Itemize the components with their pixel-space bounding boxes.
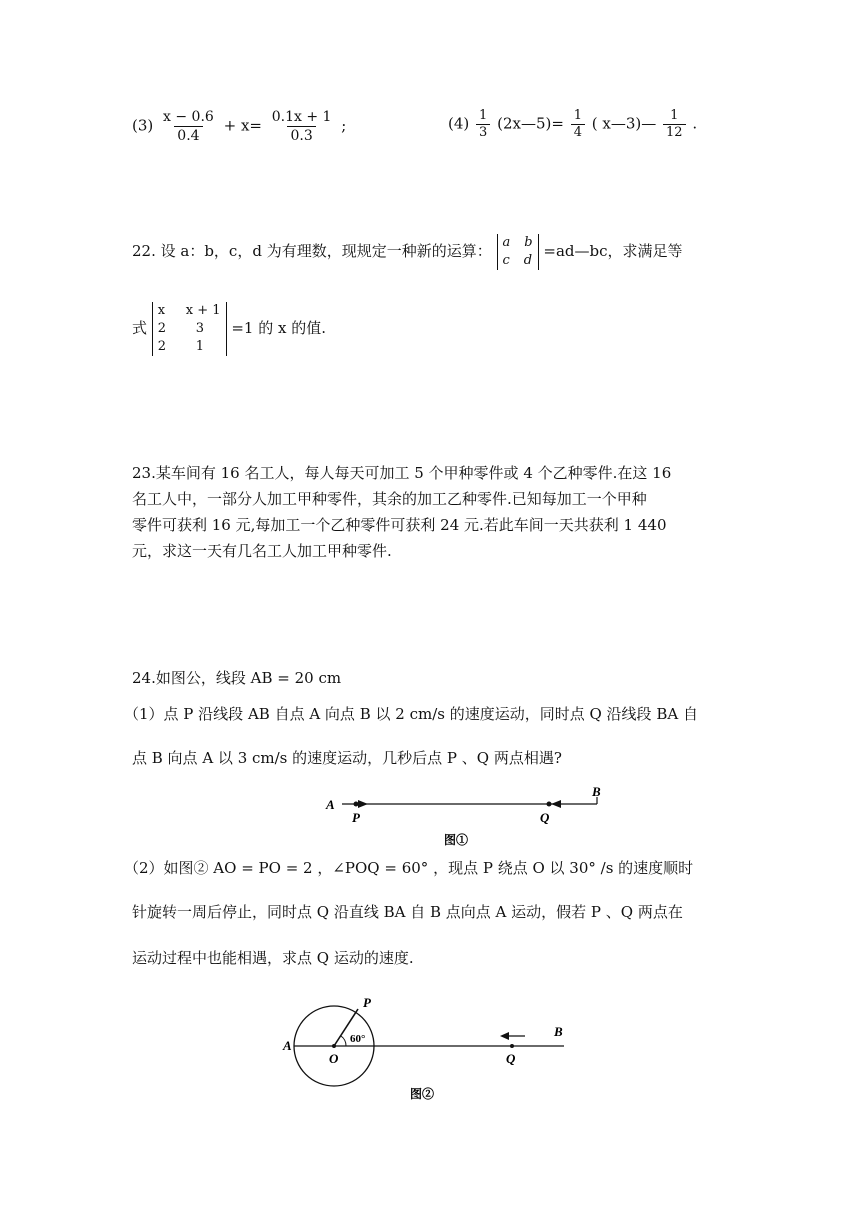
arrow-left-icon [500, 1032, 509, 1040]
figure-caption: 图② [410, 1087, 435, 1101]
label-a: A [326, 797, 335, 812]
label-b: B [554, 1024, 563, 1039]
fraction: $\frac{x - 0.6}{0.4}$ [163, 109, 214, 144]
q22-line2: 式 x x + 1 2 3 2 1 =1 的 x 的值. [132, 303, 326, 354]
point-p [354, 802, 359, 807]
fraction: $\frac{1}{4}$ [571, 108, 585, 141]
q24-part2-line1: （2）如图② AO = PO = 2 ，∠POQ = 60° ，现点 P 绕点 O 以 30° /s 的速度顺时 [124, 859, 694, 877]
figure-1 [320, 782, 610, 852]
point-q [510, 1044, 514, 1048]
point-o [332, 1044, 336, 1048]
arrow-left-icon [551, 800, 561, 808]
q21-part3: (3) $\frac{x - 0.6}{0.4}$ + x= $\frac{0.1x + 1}{0.3}$ ; [132, 109, 347, 144]
q24-part1-line2: 点 B 向点 A 以 3 cm/s 的速度运动，几秒后点 P 、Q 两点相遇? [132, 749, 562, 767]
label-o: O [329, 1051, 339, 1066]
fraction: $\frac{0.1x + 1}{0.3}$ [271, 109, 332, 144]
fraction: $\frac{1}{3}$ [476, 108, 490, 141]
q24-part2-line3: 运动过程中也能相遇，求点 Q 运动的速度. [132, 949, 414, 967]
label-q: Q [540, 810, 550, 825]
part-label: (3) [132, 116, 154, 135]
figure-caption: 图① [444, 833, 469, 847]
matrix-expression: x x + 1 2 3 2 1 [152, 302, 227, 356]
fraction: $\frac{1}{12}$ [663, 108, 686, 141]
label-q: Q [506, 1051, 516, 1066]
figure-2 [280, 992, 580, 1110]
determinant-2x2: a b c d [497, 234, 539, 270]
q24-intro: 24.如图公，线段 AB = 20 cm [132, 669, 342, 687]
arrow-right-icon [358, 800, 368, 808]
point-q [547, 802, 552, 807]
angle-label: 60° [350, 1033, 366, 1045]
label-p: P [363, 995, 371, 1010]
q21-part4: (4) $\frac{1}{3}$ (2x—5)= $\frac{1}{4}$ ( x—3)— $\frac{1}{12}$ . [448, 108, 698, 140]
label-b: B [592, 784, 601, 799]
q22-line1: 22. 设 a：b，c，d 为有理数，现规定一种新的运算： a b c d =ad—bc，求满足等 [132, 235, 683, 268]
part-label: (4) [448, 114, 470, 133]
label-a: A [283, 1038, 292, 1053]
angle-arc [341, 1036, 346, 1046]
label-p: P [352, 810, 360, 825]
q24-part2-line2: 针旋转一周后停止，同时点 Q 沿直线 BA 自 B 点向点 A 运动，假若 P 、Q 两点在 [132, 903, 683, 921]
q24-part1-line1: （1）点 P 沿线段 AB 自点 A 向点 B 以 2 cm/s 的速度运动，同时点 Q 沿线段 BA 自 [124, 705, 698, 723]
q23-text: 23.某车间有 16 名工人，每人每天可加工 5 个甲种零件或 4 个乙种零件.在这 16 名工人中，一部分人加工甲种零件，其余的加工乙种零件.已知每加工一个甲种 零件可获利 16 元,每加工一个乙种零件可获利 24 元.若此车间一天共获利 1 440 元，求这一天有几名工人加工甲种零件. [132, 464, 672, 560]
